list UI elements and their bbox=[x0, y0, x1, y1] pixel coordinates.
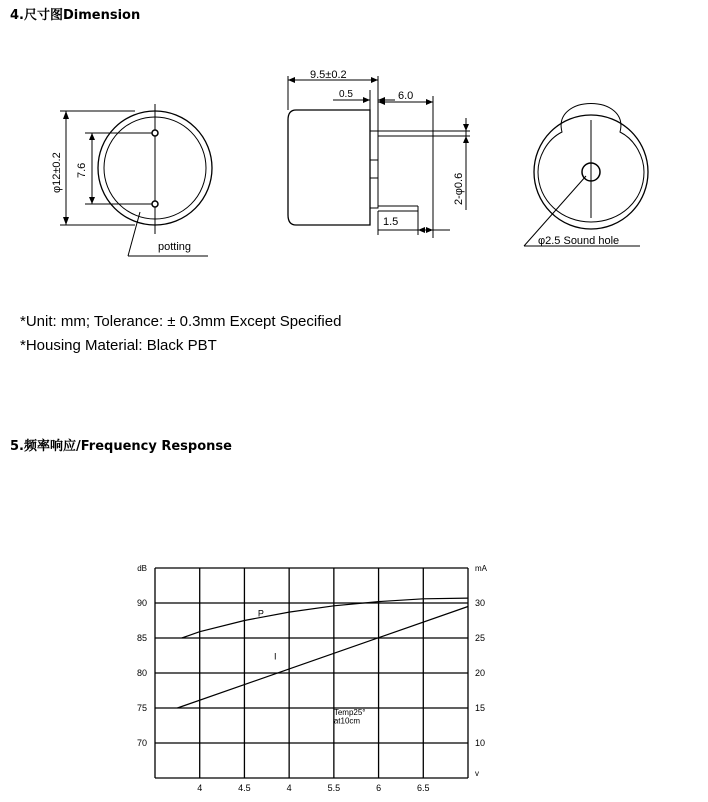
x-tick-label: 6 bbox=[376, 783, 382, 793]
series-line-i bbox=[177, 607, 468, 709]
annotation-distance: at10cm bbox=[333, 716, 361, 726]
left-tick-label: 75 bbox=[136, 703, 147, 713]
x-tick-label: 4.5 bbox=[238, 783, 251, 793]
dim-pin-spacing-label: 7.6 bbox=[76, 162, 88, 178]
potting-label: potting bbox=[158, 241, 192, 253]
right-tick-label: 25 bbox=[475, 633, 486, 643]
dim-pin-length-label: 6.0 bbox=[398, 90, 414, 102]
series-label-i: I bbox=[273, 651, 277, 662]
right-tick-label: 10 bbox=[475, 738, 486, 748]
annotation-temp: Temp25° bbox=[333, 708, 366, 717]
left-tick-label: 85 bbox=[136, 633, 147, 643]
right-tick-label: 15 bbox=[475, 703, 486, 713]
left-unit-label: dB bbox=[137, 564, 147, 573]
dim-diameter-label: φ12±0.2 bbox=[51, 152, 63, 193]
dim-pin-diameter-label: 2-φ0.6 bbox=[453, 172, 465, 205]
section5-heading: 5.频率响应/Frequency Response bbox=[10, 439, 232, 454]
section4-heading: 4.尺寸图Dimension bbox=[10, 8, 141, 23]
note-housing-material: *Housing Material: Black PBT bbox=[20, 337, 217, 354]
left-tick-label: 70 bbox=[136, 738, 147, 748]
x-tick-label: 5.5 bbox=[327, 783, 341, 793]
dim-pin-gap-label: 1.5 bbox=[383, 216, 399, 228]
dim-offset-label: 0.5 bbox=[339, 89, 353, 100]
dim-length-label: 9.5±0.2 bbox=[310, 69, 347, 81]
x-tick-label: 4 bbox=[197, 783, 203, 793]
right-tick-label: 20 bbox=[475, 668, 486, 678]
left-tick-label: 80 bbox=[136, 668, 147, 678]
x-unit-label: v bbox=[475, 769, 479, 778]
right-tick-label: 30 bbox=[475, 598, 486, 608]
x-tick-label: 6.5 bbox=[417, 783, 430, 793]
sound-hole-label: φ2.5 Sound hole bbox=[538, 235, 620, 247]
left-tick-label: 90 bbox=[136, 598, 147, 608]
x-tick-label: 4 bbox=[286, 783, 292, 793]
right-unit-label: mA bbox=[475, 564, 487, 573]
series-line-p bbox=[182, 598, 468, 638]
note-unit-tolerance: *Unit: mm; Tolerance: ± 0.3mm Except Specified bbox=[20, 313, 342, 330]
series-label-p: P bbox=[257, 608, 264, 619]
